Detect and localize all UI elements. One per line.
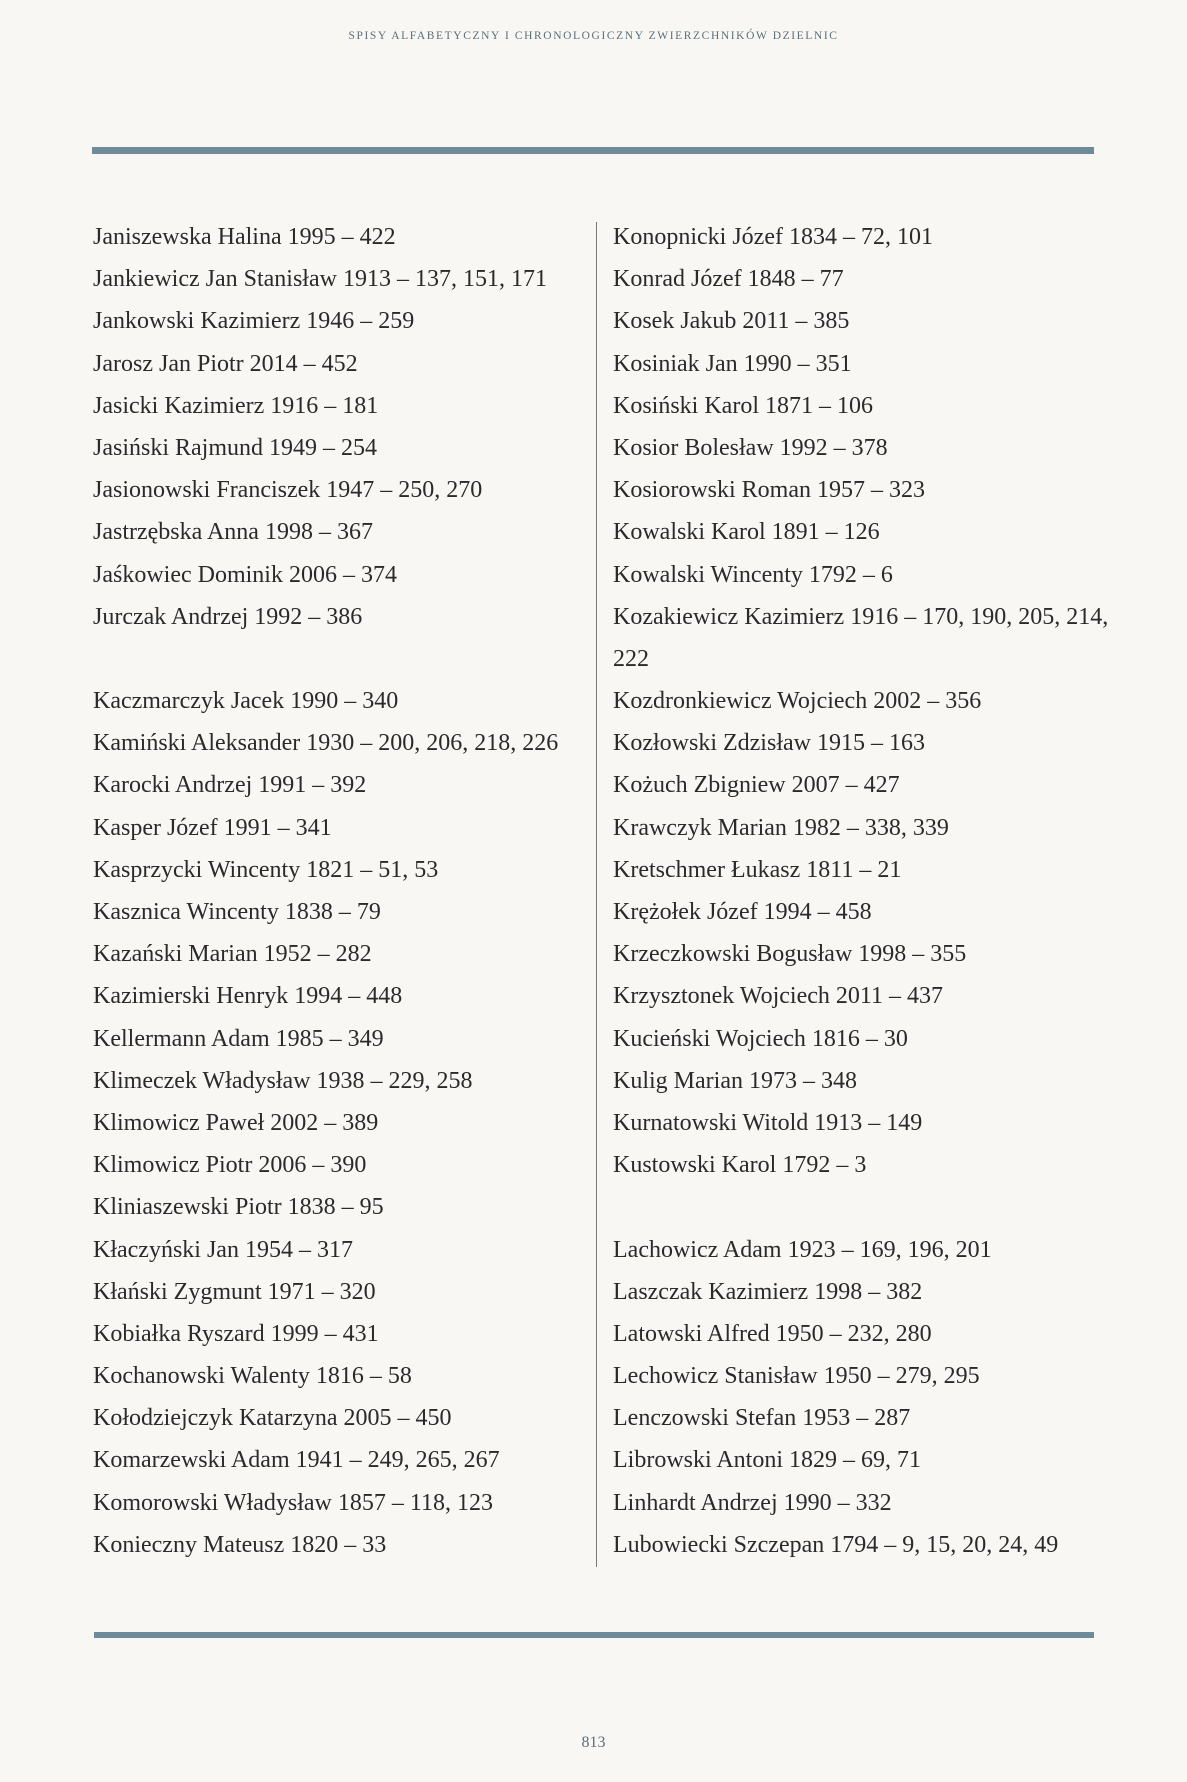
index-entry: Kowalski Wincenty 1792 – 6: [613, 561, 893, 588]
index-entry: Kłaczyński Jan 1954 – 317: [93, 1236, 353, 1263]
index-entry: Jastrzębska Anna 1998 – 367: [93, 519, 373, 546]
index-entry: Klimeczek Władysław 1938 – 229, 258: [93, 1067, 473, 1094]
index-entry: Kazański Marian 1952 – 282: [93, 941, 372, 968]
index-entry: Krzysztonek Wojciech 2011 – 437: [613, 983, 943, 1010]
index-entry: Jurczak Andrzej 1992 – 386: [93, 603, 363, 630]
top-rule: [92, 147, 1094, 154]
index-entry: Lachowicz Adam 1923 – 169, 196, 201: [613, 1236, 992, 1263]
page-number: 813: [581, 1734, 606, 1751]
index-entry: Karocki Andrzej 1991 – 392: [93, 772, 367, 799]
index-entry: Lechowicz Stanisław 1950 – 279, 295: [613, 1363, 980, 1390]
index-entry: Kosek Jakub 2011 – 385: [613, 308, 850, 335]
index-entry: Kosiorowski Roman 1957 – 323: [613, 477, 925, 504]
index-entry: Latowski Alfred 1950 – 232, 280: [613, 1320, 932, 1347]
index-entry: Kowalski Karol 1891 – 126: [613, 519, 880, 546]
index-entry: Kucieński Wojciech 1816 – 30: [613, 1025, 908, 1052]
index-entry: Konieczny Mateusz 1820 – 33: [93, 1531, 387, 1558]
index-entry: Kosior Bolesław 1992 – 378: [613, 434, 888, 461]
index-entry: Jasionowski Franciszek 1947 – 250, 270: [93, 477, 483, 504]
index-entry: Kłański Zygmunt 1971 – 320: [93, 1278, 376, 1305]
index-entry: Kazimierski Henryk 1994 – 448: [93, 983, 403, 1010]
index-entry: Konopnicki Józef 1834 – 72, 101: [613, 224, 933, 250]
index-entry: Kasznica Wincenty 1838 – 79: [93, 899, 381, 925]
index-entry: Kołodziejczyk Katarzyna 2005 – 450: [93, 1405, 452, 1432]
index-entry: Jaśkowiec Dominik 2006 – 374: [93, 561, 397, 588]
index-entry: Klimowicz Paweł 2002 – 389: [93, 1109, 379, 1136]
index-entry: Linhardt Andrzej 1990 – 332: [613, 1489, 892, 1516]
index-entry: Lenczowski Stefan 1953 – 287: [613, 1405, 911, 1432]
index-entry: Kamiński Aleksander 1930 – 200, 206, 218, 226: [93, 730, 559, 757]
index-entry: Laszczak Kazimierz 1998 – 382: [613, 1278, 923, 1305]
index-entry: Kurnatowski Witold 1913 – 149: [613, 1109, 923, 1136]
index-entry: Kellermann Adam 1985 – 349: [93, 1025, 384, 1052]
index-entry: Kretschmer Łukasz 1811 – 21: [613, 856, 902, 883]
index-entry: Krawczyk Marian 1982 – 338, 339: [613, 814, 949, 841]
index-entry: Kozakiewicz Kazimierz 1916 – 170, 190, 205, 214, 222: [613, 603, 1109, 672]
index-entry: Librowski Antoni 1829 – 69, 71: [613, 1447, 922, 1474]
index-entry: Kozłowski Zdzisław 1915 – 163: [613, 730, 925, 757]
index-entry: Janiszewska Halina 1995 – 422: [93, 224, 396, 250]
index-entry: Komarzewski Adam 1941 – 249, 265, 267: [93, 1447, 500, 1474]
index-entry: Kosiniak Jan 1990 – 351: [613, 350, 852, 377]
index-entry: Krzeczkowski Bogusław 1998 – 355: [613, 941, 967, 968]
index-entry: Kasper Józef 1991 – 341: [93, 814, 332, 841]
index-entry: Kulig Marian 1973 – 348: [613, 1067, 857, 1094]
index-entry: Komorowski Władysław 1857 – 118, 123: [93, 1489, 493, 1516]
index-entry: Klimowicz Piotr 2006 – 390: [93, 1152, 367, 1179]
index-entry: Kaczmarczyk Jacek 1990 – 340: [93, 688, 399, 715]
index-entry: Kliniaszewski Piotr 1838 – 95: [93, 1194, 384, 1221]
index-entry: Kobiałka Ryszard 1999 – 431: [93, 1320, 379, 1347]
index-entry: Jankowski Kazimierz 1946 – 259: [93, 308, 415, 335]
index-entry: Jankiewicz Jan Stanisław 1913 – 137, 151, 171: [93, 266, 547, 293]
index-entry: Kożuch Zbigniew 2007 – 427: [613, 772, 900, 799]
index-entry: Kozdronkiewicz Wojciech 2002 – 356: [613, 688, 982, 715]
index-entry: Krężołek Józef 1994 – 458: [613, 899, 872, 926]
index-entry: Kasprzycki Wincenty 1821 – 51, 53: [93, 856, 439, 883]
running-header: SPISY ALFABETYCZNY I CHRONOLOGICZNY ZWIERZCHNIKÓW DZIELNIC: [348, 30, 839, 42]
index-entry: Kochanowski Walenty 1816 – 58: [93, 1363, 412, 1390]
index-entry: Jarosz Jan Piotr 2014 – 452: [93, 350, 358, 377]
index-column-left: [93, 216, 593, 1566]
index-entry: Konrad Józef 1848 – 77: [613, 266, 844, 293]
index-entry: Jasiński Rajmund 1949 – 254: [93, 434, 378, 461]
column-divider: [596, 222, 597, 1567]
index-entry: Kosiński Karol 1871 – 106: [613, 392, 873, 419]
index-entry: Kustowski Karol 1792 – 3: [613, 1152, 867, 1179]
bottom-rule: [94, 1632, 1094, 1638]
index-column-right: [613, 216, 1113, 1566]
index-entry: Jasicki Kazimierz 1916 – 181: [93, 392, 379, 419]
index-entry: Lubowiecki Szczepan 1794 – 9, 15, 20, 24, 49: [613, 1531, 1059, 1558]
